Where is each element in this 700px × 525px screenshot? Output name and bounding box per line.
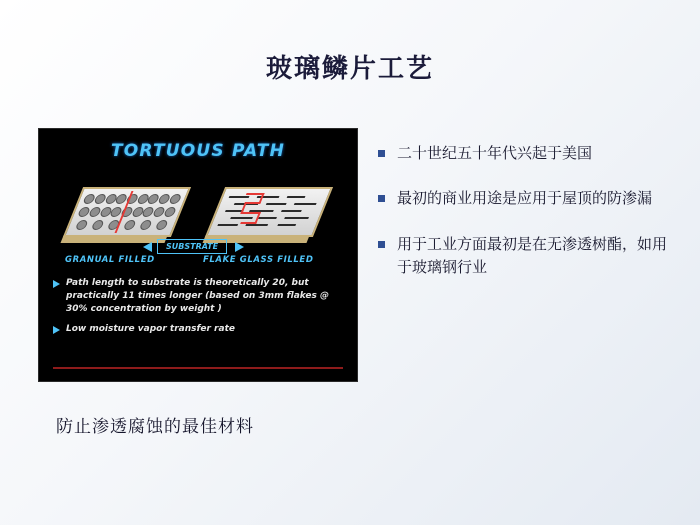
tortuous-path-image (38, 128, 358, 382)
page-title: 玻璃鳞片工艺 (265, 54, 434, 84)
square-bullet-icon (378, 195, 385, 202)
list-item (378, 187, 678, 210)
caption-flake: FLAKE GLASS FILLED (203, 255, 314, 265)
substrate-label: SUBSTRATE (157, 239, 227, 254)
triangle-bullet-icon (53, 326, 60, 334)
bullet-text: 最初的商业用途是应用于屋顶的防渗漏 (397, 189, 653, 208)
arrow-right-icon (235, 242, 244, 252)
bullet-text: 用于工业方面最初是在无渗透树酯，如用于玻璃钢行业 (397, 234, 668, 276)
image-title: TORTUOUS PATH (110, 141, 286, 161)
image-bullet-item (53, 323, 345, 336)
square-bullet-icon (378, 241, 385, 248)
slide-footnote: 防止渗透腐蚀的最佳材料 (56, 417, 254, 437)
flake-lines (213, 193, 324, 231)
caption-granular: GRANUAL FILLED (65, 255, 155, 265)
image-bullet-item (53, 277, 345, 316)
list-item (378, 233, 678, 280)
image-divider (53, 367, 343, 369)
bullet-list (378, 142, 678, 301)
flake-slab-graphic (205, 187, 333, 237)
bullet-text: 二十世纪五十年代兴起于美国 (397, 144, 593, 162)
arrow-left-icon (143, 242, 152, 252)
granular-slab-graphic (63, 187, 191, 237)
image-bullet-list (53, 277, 345, 343)
triangle-bullet-icon (53, 280, 60, 288)
red-path-segment (240, 222, 257, 224)
list-item (378, 142, 678, 165)
image-bullet-text: Path length to substrate is theoretically 20, but practically 11 times longer (based on 3mm flakes @ 30% concentration by weight ) (66, 278, 330, 315)
square-bullet-icon (378, 150, 385, 157)
image-bullet-text: Low moisture vapor transfer rate (66, 324, 235, 335)
